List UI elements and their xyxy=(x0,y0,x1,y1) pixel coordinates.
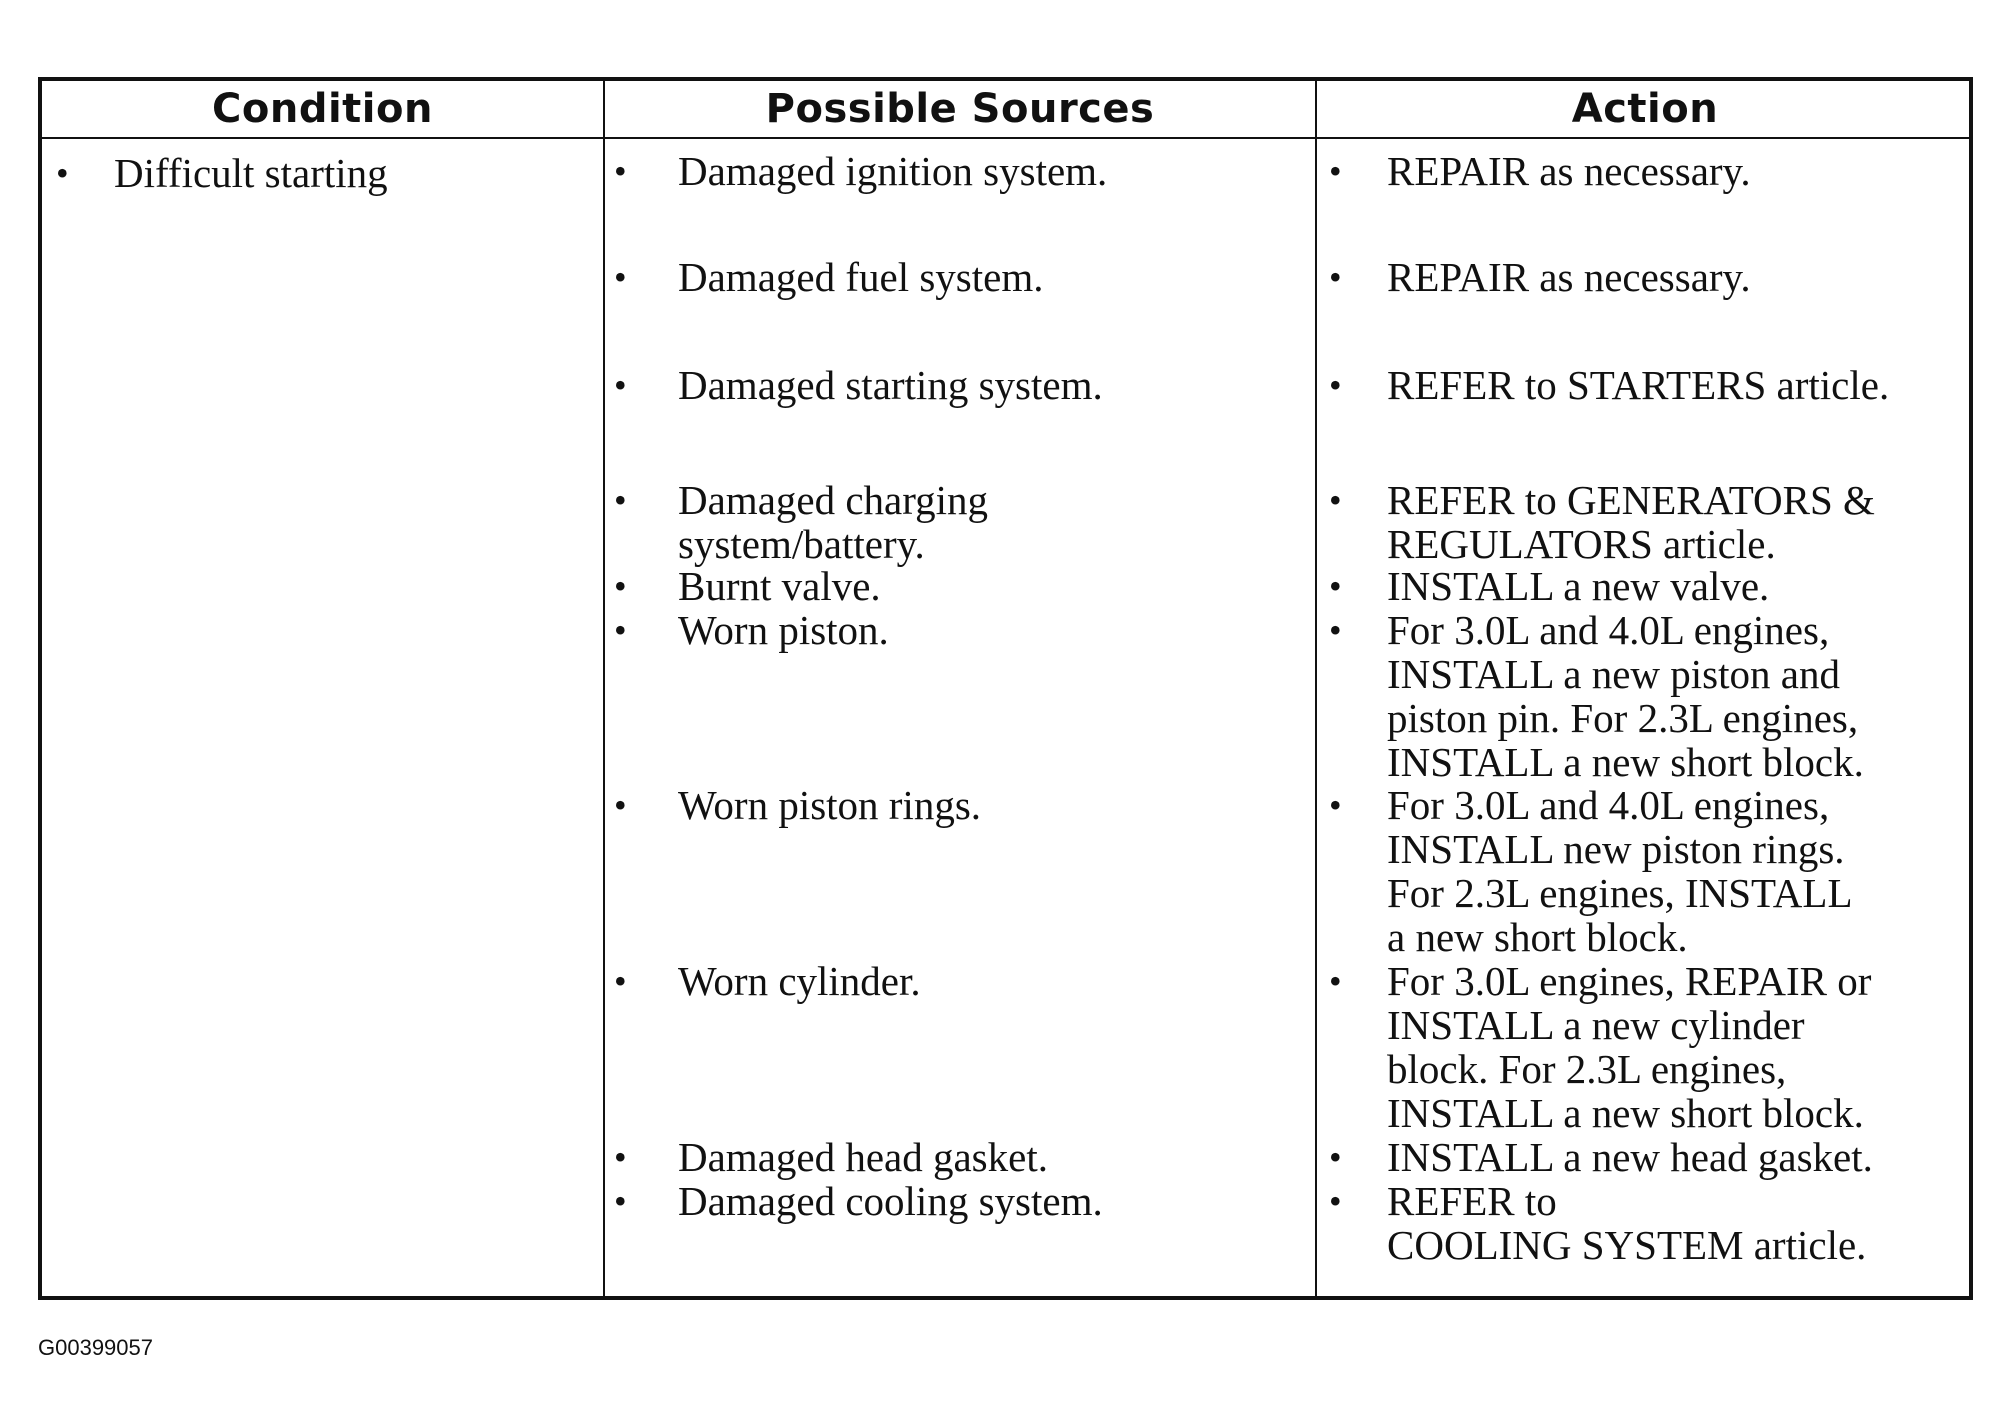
action-text: INSTALL a new valve. xyxy=(1387,563,1770,609)
action-text: For 3.0L and 4.0L engines, xyxy=(1387,607,1830,653)
bullet-icon: • xyxy=(1329,566,1342,606)
possible-source-text: Worn cylinder. xyxy=(678,958,921,1004)
bullet-icon: • xyxy=(1329,257,1342,297)
bullet-icon: • xyxy=(1329,1137,1342,1177)
possible-source-text: Worn piston. xyxy=(678,607,889,653)
action-text: INSTALL a new short block. xyxy=(1387,1090,1864,1136)
bullet-icon: • xyxy=(614,1181,627,1221)
bullet-icon: • xyxy=(56,153,69,193)
header-condition: Condition xyxy=(212,86,433,132)
header-rule xyxy=(42,137,1969,139)
bullet-icon: • xyxy=(1329,480,1342,520)
possible-source-text: Burnt valve. xyxy=(678,563,881,609)
action-text: a new short block. xyxy=(1387,914,1688,960)
bullet-icon: • xyxy=(614,151,627,191)
action-text: REFER to GENERATORS & xyxy=(1387,477,1875,523)
possible-source-text: Damaged fuel system. xyxy=(678,254,1044,300)
action-text: For 2.3L engines, INSTALL xyxy=(1387,870,1853,916)
bullet-icon: • xyxy=(614,257,627,297)
graphic-id: G00399057 xyxy=(38,1335,153,1360)
possible-source-text: Damaged charging xyxy=(678,477,989,523)
bullet-icon: • xyxy=(614,961,627,1001)
action-text: REPAIR as necessary. xyxy=(1387,148,1751,194)
action-text: REFER to xyxy=(1387,1178,1557,1224)
condition-text: Difficult starting xyxy=(114,150,388,196)
bullet-icon: • xyxy=(1329,785,1342,825)
bullet-icon: • xyxy=(614,566,627,606)
action-text: For 3.0L engines, REPAIR or xyxy=(1387,958,1872,1004)
possible-source-text: Damaged cooling system. xyxy=(678,1178,1103,1224)
bullet-icon: • xyxy=(1329,151,1342,191)
action-text: REPAIR as necessary. xyxy=(1387,254,1751,300)
bullet-icon: • xyxy=(1329,365,1342,405)
action-text: INSTALL a new head gasket. xyxy=(1387,1134,1873,1180)
bullet-icon: • xyxy=(1329,1181,1342,1221)
column-divider-1 xyxy=(603,81,605,1296)
bullet-icon: • xyxy=(1329,610,1342,650)
bullet-icon: • xyxy=(614,610,627,650)
action-text: INSTALL a new piston and xyxy=(1387,651,1840,697)
action-text: REFER to STARTERS article. xyxy=(1387,362,1890,408)
possible-source-text: Damaged head gasket. xyxy=(678,1134,1048,1180)
possible-source-text: Damaged ignition system. xyxy=(678,148,1108,194)
bullet-icon: • xyxy=(614,365,627,405)
bullet-icon: • xyxy=(614,1137,627,1177)
possible-source-text: Worn piston rings. xyxy=(678,782,982,828)
action-text: COOLING SYSTEM article. xyxy=(1387,1222,1867,1268)
action-text: REGULATORS article. xyxy=(1387,521,1776,567)
possible-source-text: Damaged starting system. xyxy=(678,362,1103,408)
action-text: INSTALL a new short block. xyxy=(1387,739,1864,785)
troubleshooting-table xyxy=(38,77,1973,1300)
action-text: For 3.0L and 4.0L engines, xyxy=(1387,782,1830,828)
action-text: piston pin. For 2.3L engines, xyxy=(1387,695,1859,741)
bullet-icon: • xyxy=(1329,961,1342,1001)
action-text: INSTALL new piston rings. xyxy=(1387,826,1845,872)
header-possible-sources: Possible Sources xyxy=(765,86,1155,132)
bullet-icon: • xyxy=(614,785,627,825)
action-text: INSTALL a new cylinder xyxy=(1387,1002,1805,1048)
header-action: Action xyxy=(1571,86,1719,132)
possible-source-text: system/battery. xyxy=(678,521,925,567)
action-text: block. For 2.3L engines, xyxy=(1387,1046,1787,1092)
bullet-icon: • xyxy=(614,480,627,520)
column-divider-2 xyxy=(1315,81,1317,1296)
